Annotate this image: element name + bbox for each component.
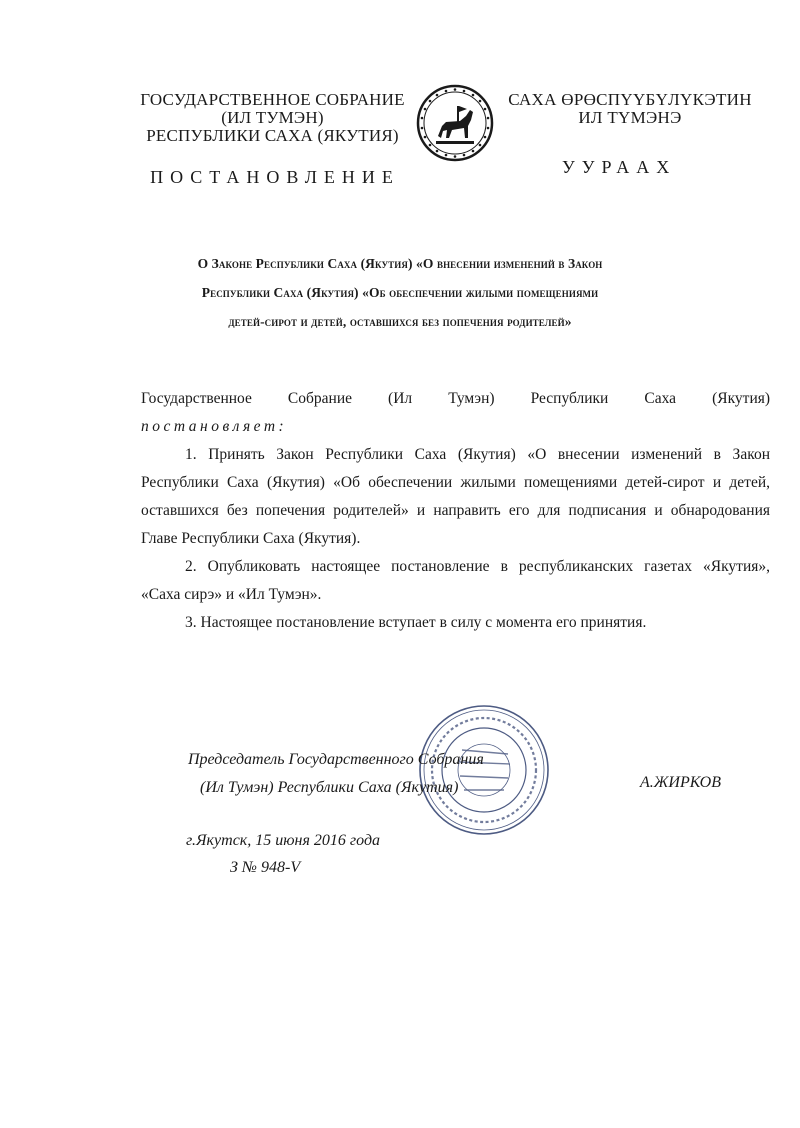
signer-title-line-1: Председатель Государственного Собрания: [188, 751, 484, 768]
header-left-line-2: (ИЛ ТУМЭН): [221, 108, 324, 127]
document-body: [141, 385, 770, 637]
header-right-line-1: САХА ӨРӨСПҮҮБҮЛҮКЭТИН: [508, 90, 752, 109]
preamble-word: Государственное: [141, 390, 252, 407]
item-1-line: 1. Принять Закон Республики Саха (Якутия) «О внесении изменений в Закон: [185, 446, 770, 463]
item-2-line: «Саха сирэ» и «Ил Тумэн».: [141, 586, 322, 603]
header-left-line-3: РЕСПУБЛИКИ САХА (ЯКУТИЯ): [146, 126, 399, 145]
document-title: [100, 249, 700, 336]
signer-title-line-2: (Ил Тумэн) Республики Саха (Якутия): [200, 779, 459, 796]
title-line-1: О Законе Республики Саха (Якутия) «О внесении изменений в Закон: [197, 256, 603, 271]
item-1-line: Республики Саха (Якутия) «Об обеспечении жилыми помещениями детей-сирот и детей,: [141, 474, 770, 491]
item-1: [141, 441, 770, 553]
coat-of-arms-icon: [416, 84, 494, 162]
preamble-word: (Ил: [388, 390, 413, 407]
preamble-word: (Якутия): [712, 390, 771, 407]
preamble-line: [141, 385, 770, 413]
doc-type-sah: УУРААХ: [562, 157, 677, 177]
item-3: [141, 609, 770, 637]
title-line-3: детей-сирот и детей, оставшихся без попечения родителей»: [228, 314, 572, 329]
item-1-line: оставшихся без попечения родителей» и направить его для подписания и обнародования: [141, 502, 770, 519]
decree-word: постановляет:: [141, 418, 288, 435]
item-2-line: 2. Опубликовать настоящее постановление в республиканских газетах «Якутия»,: [185, 558, 770, 575]
header-right-org: [496, 91, 764, 127]
header-left-line-1: ГОСУДАРСТВЕННОЕ СОБРАНИЕ: [140, 90, 405, 109]
signer-name: А.ЖИРКОВ: [640, 774, 721, 791]
preamble-word: Саха: [644, 390, 677, 407]
item-1-line: Главе Республики Саха (Якутия).: [141, 530, 361, 547]
item-2: [141, 553, 770, 609]
preamble-word: Республики: [530, 390, 609, 407]
item-3-line: 3. Настоящее постановление вступает в силу с момента его принятия.: [185, 614, 647, 631]
title-line-2: Республики Саха (Якутия) «Об обеспечении жилыми помещениями: [201, 285, 599, 300]
doc-type-ru: ПОСТАНОВЛЕНИЕ: [150, 167, 400, 187]
preamble-word: Тумэн): [448, 390, 495, 407]
header-left-org: [120, 91, 425, 145]
document-number: З № 948-V: [230, 859, 301, 876]
header-right-line-2: ИЛ ТҮМЭНЭ: [578, 108, 682, 127]
place-date: г.Якутск, 15 июня 2016 года: [186, 832, 381, 849]
preamble-word: Собрание: [287, 390, 352, 407]
